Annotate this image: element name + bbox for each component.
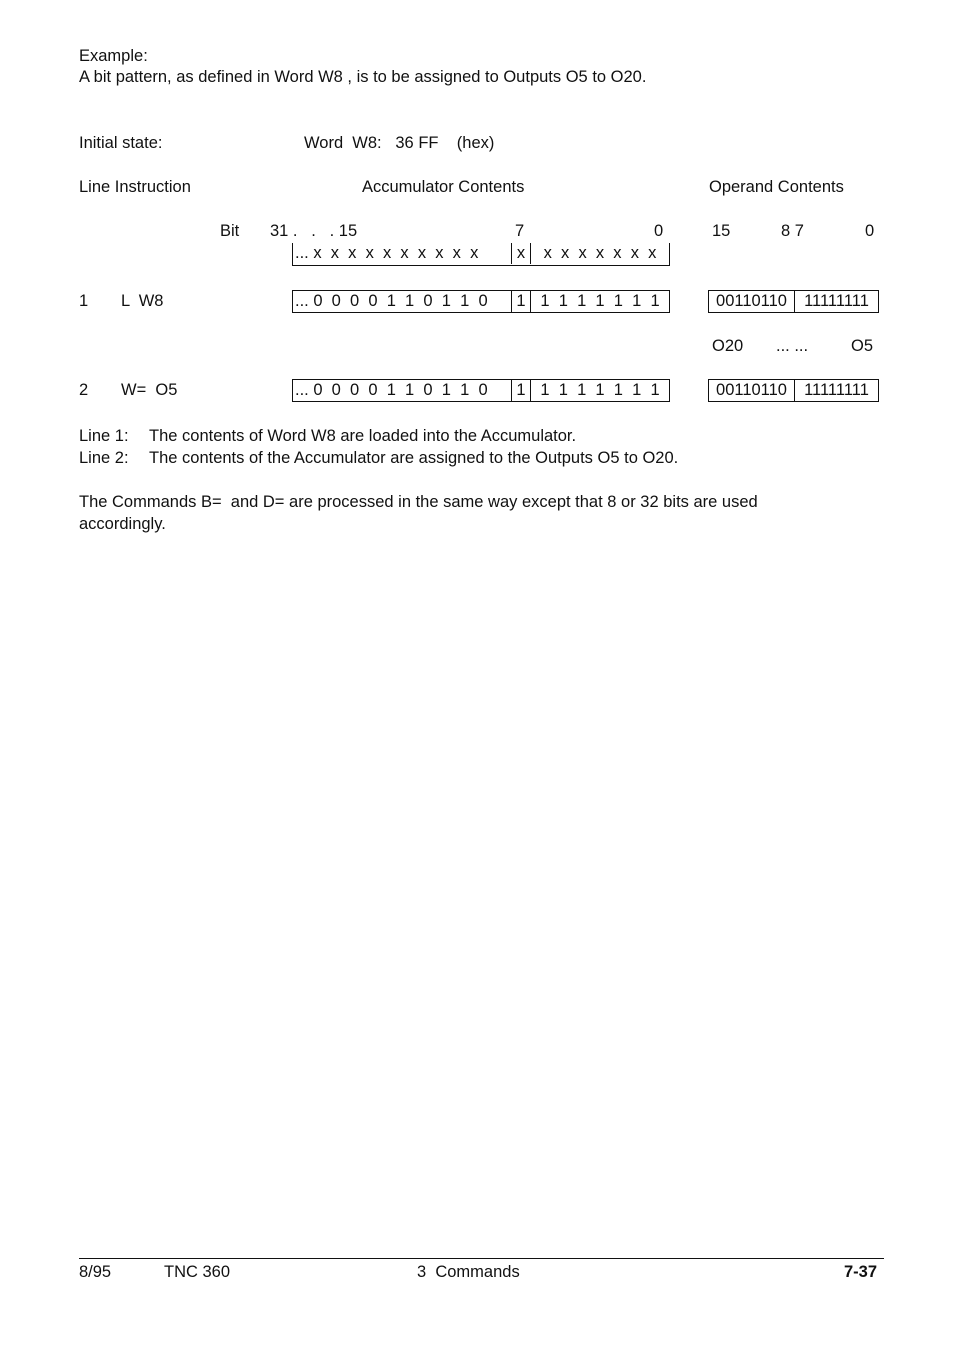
row-1-operand-register [708,290,879,313]
row-2-acc-low-bits: 1 1 1 1 1 1 1 [540,381,660,399]
row-2-operand-register [708,379,879,402]
row-2-instruction: W= O5 [121,381,178,399]
output-range-dots: ... ... [776,337,809,355]
acc-bit-scale: 31 . . . 15 [270,222,358,240]
row-1-acc-high-bits: ... 0 0 0 0 1 1 0 1 1 0 [295,292,488,310]
row-2-op-high-byte: 00110110 [716,381,787,399]
row-1-instruction: L W8 [121,292,164,310]
example-description: A bit pattern, as defined in Word W8 , is to be assigned to Outputs O5 to O20. [79,68,647,86]
header-line-instruction: Line Instruction [79,178,191,196]
note-line-2-label: Line 2: [79,449,129,467]
row-1-line-number: 1 [79,292,89,310]
initial-word-value: Word W8: 36 FF (hex) [304,134,495,152]
acc-template-bit-8: x [516,244,526,262]
row-2-accumulator-register [292,379,670,402]
row-1-accumulator-register [292,290,670,313]
footer-rule [79,1258,884,1259]
row-2-acc-bit-8: 1 [516,381,526,399]
acc-bit-7: 7 [515,222,525,240]
note-line-2-text: The contents of the Accumulator are assigned to the Outputs O5 to O20. [149,449,679,467]
header-accumulator-contents: Accumulator Contents [362,178,525,196]
acc-template-low-bits: x x x x x x x [543,244,657,262]
bit-label: Bit [220,222,240,240]
acc-bit-0: 0 [654,222,664,240]
row-2-line-number: 2 [79,381,89,399]
op-bit-0: 0 [865,222,875,240]
initial-state-label: Initial state: [79,134,163,152]
footer-model: TNC 360 [164,1263,231,1281]
note-line-1-label: Line 1: [79,427,129,445]
row-2-op-low-byte: 11111111 [804,381,869,399]
header-operand-contents: Operand Contents [709,178,844,196]
row-1-op-high-byte: 00110110 [716,292,787,310]
commands-note-line-2: accordingly. [79,515,166,533]
example-heading: Example: [79,47,148,65]
footer-page-number: 7-37 [844,1263,878,1281]
footer-chapter: 3 Commands [417,1263,520,1281]
op-bit-8-7: 8 7 [781,222,804,240]
row-1-acc-low-bits: 1 1 1 1 1 1 1 [540,292,660,310]
footer-date: 8/95 [79,1263,112,1281]
note-line-1-text: The contents of Word W8 are loaded into the Accumulator. [149,427,577,445]
commands-note-line-1: The Commands B= and D= are processed in the same way except that 8 or 32 bits are used [79,493,758,511]
op-bit-15: 15 [712,222,731,240]
row-1-acc-bit-8: 1 [516,292,526,310]
acc-template-high-bits: ... x x x x x x x x x x [295,244,479,262]
row-1-op-low-byte: 11111111 [804,292,869,310]
accumulator-template-register [292,243,670,266]
output-o20-label: O20 [712,337,744,355]
output-o5-label: O5 [851,337,874,355]
row-2-acc-high-bits: ... 0 0 0 0 1 1 0 1 1 0 [295,381,488,399]
